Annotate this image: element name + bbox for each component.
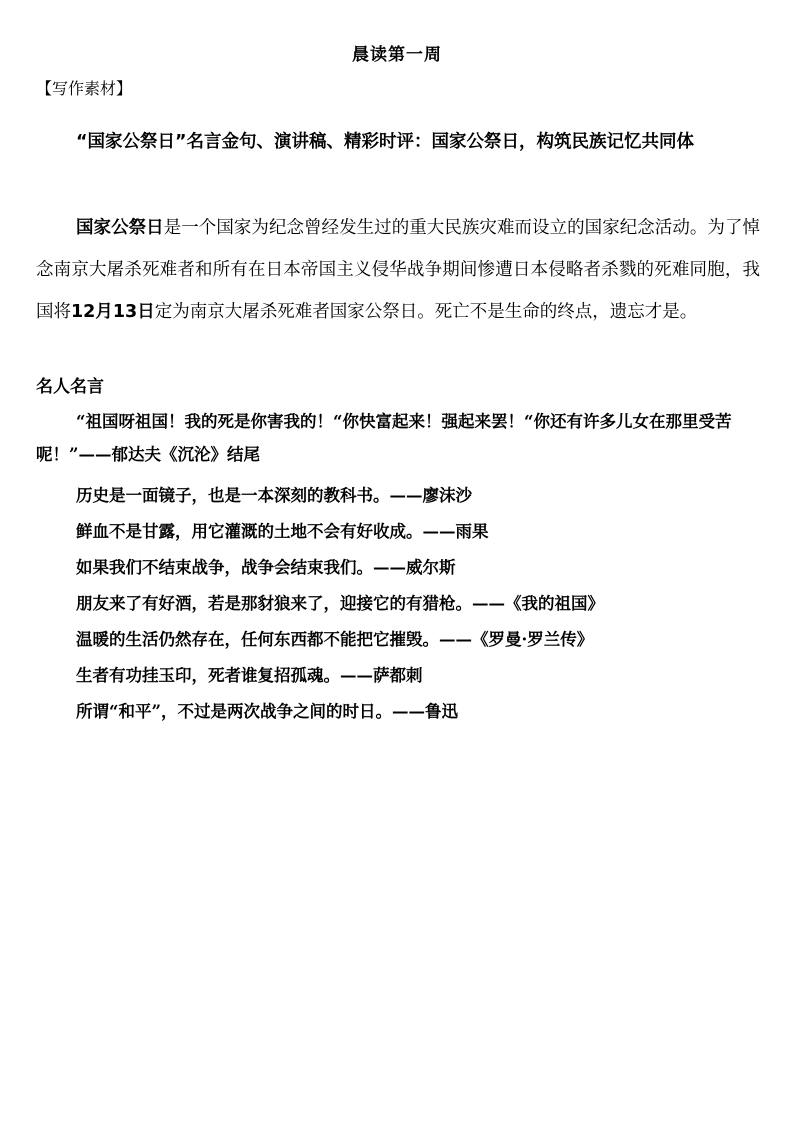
section-tag: 【写作素材】 — [36, 79, 133, 98]
page-title: 晨读第一周 — [352, 45, 442, 65]
quote-item: 生者有功挂玉印，死者谁复招孤魂。——萨都刺 — [76, 666, 423, 685]
intro-term: 国家公祭日 — [76, 218, 164, 238]
intro-text-1: 是一个国家为纪念曾经发生过的重大民族灾难而设立的国家纪念活动。为了悼念南京大屠杀死难者和所有在日本帝国主义侵华战争期间惨遭日本侵略者杀戮的死难同胞，我国将 — [36, 218, 761, 322]
quote-item: 所谓“和平”，不过是两次战争之间的时日。——鲁迅 — [76, 702, 458, 721]
quote-item: “祖国呀祖国！我的死是你害我的！“你快富起来！强起来罢！“你还有许多儿女在那里受苦呢！”——郁达夫《沉沦》结尾 — [36, 412, 732, 464]
quote-item: 朋友来了有好酒，若是那豺狼来了，迎接它的有猎枪。——《我的祖国》 — [76, 594, 604, 613]
intro-text-2: 定为南京大屠杀死难者国家公祭日。死亡不是生命的终点，遗忘才是。 — [154, 302, 698, 322]
quote-item: 历史是一面镜子，也是一本深刻的教科书。——廖沫沙 — [76, 486, 472, 505]
article-headline: “国家公祭日”名言金句、演讲稿、精彩时评：国家公祭日，构筑民族记忆共同体 — [76, 132, 695, 152]
quotes-heading: 名人名言 — [36, 377, 104, 397]
quote-item: 如果我们不结束战争，战争会结束我们。——威尔斯 — [76, 558, 456, 577]
quote-item: 鲜血不是甘露，用它灌溉的土地不会有好收成。——雨果 — [76, 522, 489, 541]
quote-item: 温暖的生活仍然存在，任何东西都不能把它摧毁。——《罗曼·罗兰传》 — [76, 630, 594, 649]
intro-date: 12月13日 — [71, 302, 155, 322]
intro-paragraph — [36, 207, 760, 333]
